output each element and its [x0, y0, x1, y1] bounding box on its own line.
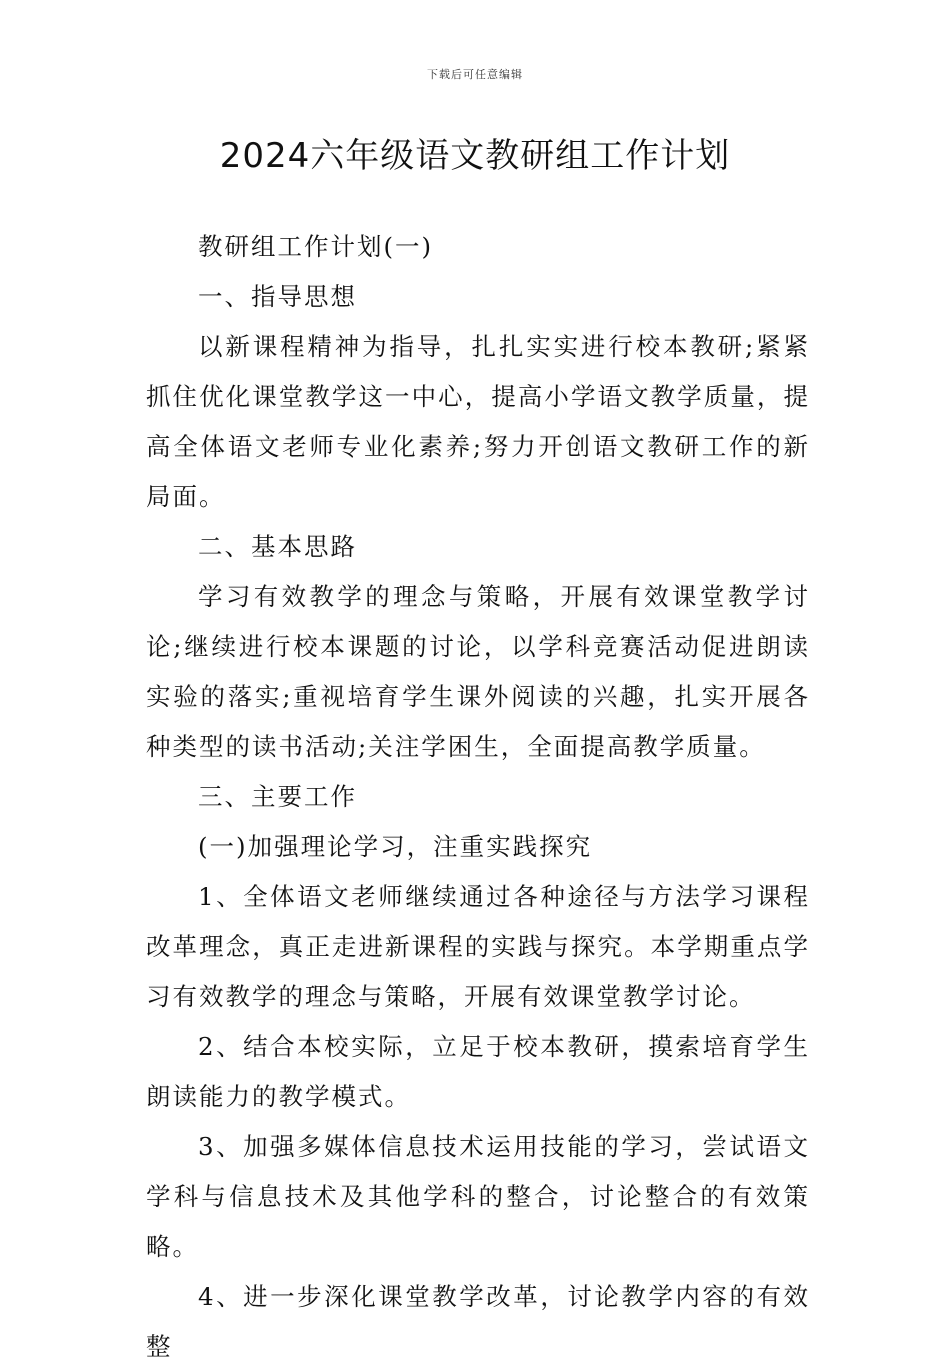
- header-note: 下载后可任意编辑: [427, 68, 523, 81]
- paragraph-subsection-1-heading: (一)加强理论学习，注重实践探究: [198, 832, 593, 861]
- paragraph-section-1-heading: 一、指导思想: [198, 282, 357, 311]
- paragraph-guiding-thought: 以新课程精神为指导，扎扎实实进行校本教研;紧紧抓住优化课堂教学这一中心，提高小学语文教学质量，提高全体语文老师专业化素养;努力开创语文教研工作的新局面。: [146, 332, 810, 511]
- paragraph-plan-heading: 教研组工作计划(一): [198, 232, 434, 261]
- paragraph-section-2-heading: 二、基本思路: [198, 532, 357, 561]
- paragraph-section-3-heading: 三、主要工作: [198, 782, 357, 811]
- paragraph-item-4: 4、进一步深化课堂教学改革，讨论教学内容的有效整: [146, 1282, 810, 1361]
- paragraph-basic-approach: 学习有效教学的理念与策略，开展有效课堂教学讨论;继续进行校本课题的讨论，以学科竞赛活动促进朗读实验的落实;重视培育学生课外阅读的兴趣，扎实开展各种类型的读书活动;关注学困生，全面提高教学质量。: [146, 582, 810, 761]
- document-body: [146, 222, 810, 1372]
- document-title: 2024六年级语文教研组工作计划: [219, 136, 731, 176]
- paragraph-item-1: 1、全体语文老师继续通过各种途径与方法学习课程改革理念，真正走进新课程的实践与探究。本学期重点学习有效教学的理念与策略，开展有效课堂教学讨论。: [146, 882, 810, 1011]
- paragraph-item-3: 3、加强多媒体信息技术运用技能的学习，尝试语文学科与信息技术及其他学科的整合，讨论整合的有效策略。: [146, 1132, 810, 1261]
- paragraph-item-2: 2、结合本校实际，立足于校本教研，摸索培育学生朗读能力的教学模式。: [146, 1032, 810, 1111]
